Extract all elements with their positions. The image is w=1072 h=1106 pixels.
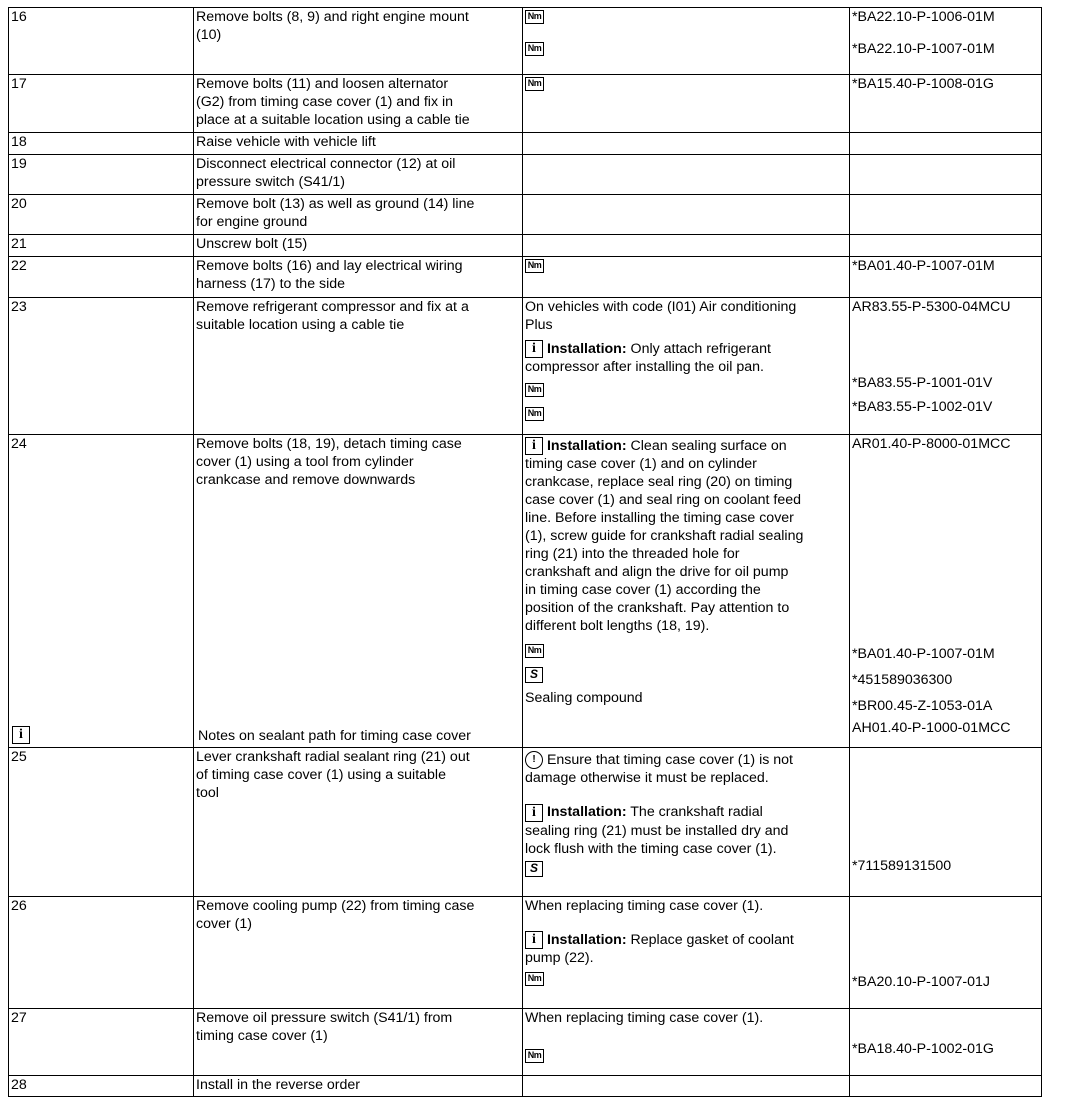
table-row bbox=[9, 897, 1042, 1009]
step-number: 27 bbox=[9, 1009, 194, 1076]
reference-link[interactable]: *BA01.40-P-1007-01M bbox=[852, 646, 995, 662]
step-description: Remove refrigerant compressor and fix at a suitable location using a cable tie bbox=[194, 298, 523, 435]
step-notes: When replacing timing case cover (1). Nm bbox=[523, 1009, 850, 1076]
reference-link[interactable]: AR83.55-P-5300-04MCU bbox=[852, 299, 1011, 315]
step-number: 17 bbox=[9, 75, 194, 133]
step-number: 28 bbox=[9, 1076, 194, 1097]
table-row bbox=[9, 1076, 1042, 1097]
reference-link[interactable]: *BR00.45-Z-1053-01A bbox=[852, 698, 993, 714]
step-references bbox=[850, 298, 1042, 435]
info-icon: i bbox=[525, 931, 543, 949]
torque-icon: Nm bbox=[525, 42, 544, 56]
torque-icon: Nm bbox=[525, 972, 544, 986]
reference-link[interactable]: *BA20.10-P-1007-01J bbox=[852, 974, 991, 990]
reference-link[interactable]: *BA01.40-P-1007-01M bbox=[852, 258, 995, 274]
step-description: Remove cooling pump (22) from timing case cover (1) bbox=[194, 897, 523, 1009]
step-notes bbox=[523, 195, 850, 235]
reference-link[interactable]: *711589131500 bbox=[852, 858, 952, 874]
step-number: 18 bbox=[9, 133, 194, 155]
procedure-table bbox=[8, 7, 1042, 1097]
special-tool-icon: S bbox=[525, 861, 543, 877]
step-references bbox=[850, 435, 1042, 748]
reference-link[interactable]: *BA18.40-P-1002-01G bbox=[852, 1041, 994, 1057]
table-row bbox=[9, 8, 1042, 75]
step-notes bbox=[523, 257, 850, 298]
torque-icon: Nm bbox=[525, 407, 544, 421]
info-icon: i bbox=[525, 340, 543, 358]
table-row bbox=[9, 298, 1042, 435]
step-references bbox=[850, 195, 1042, 235]
table-row bbox=[9, 155, 1042, 195]
table-row bbox=[9, 195, 1042, 235]
step-description: Remove bolt (13) as well as ground (14) line for engine ground bbox=[194, 195, 523, 235]
step-notes: When replacing timing case cover (1). i Installation: Replace gasket of coolant pump (22). Nm bbox=[523, 897, 850, 1009]
table-row bbox=[9, 75, 1042, 133]
step-references bbox=[850, 257, 1042, 298]
torque-icon: Nm bbox=[525, 259, 544, 273]
step-number: 23 bbox=[9, 298, 194, 435]
special-tool-icon: S bbox=[525, 667, 543, 683]
reference-link[interactable]: AH01.40-P-1000-01MCC bbox=[852, 720, 1011, 736]
step-references bbox=[850, 897, 1042, 1009]
table-row bbox=[9, 235, 1042, 257]
step-number: 21 bbox=[9, 235, 194, 257]
reference-link[interactable]: *BA22.10-P-1007-01M bbox=[852, 41, 995, 57]
torque-icon: Nm bbox=[525, 10, 544, 24]
step-description: Remove bolts (18, 19), detach timing case cover (1) using a tool from cylinder crankcase and remove downwards Notes on sealant path for timing case cover bbox=[194, 435, 523, 748]
step-notes bbox=[523, 133, 850, 155]
reference-link[interactable]: *BA15.40-P-1008-01G bbox=[852, 76, 994, 92]
step-description: Remove bolts (16) and lay electrical wiring harness (17) to the side bbox=[194, 257, 523, 298]
table-row bbox=[9, 133, 1042, 155]
reference-link[interactable]: *BA83.55-P-1001-01V bbox=[852, 375, 993, 391]
torque-icon: Nm bbox=[525, 77, 544, 91]
step-description: Lever crankshaft radial sealant ring (21) out of timing case cover (1) using a suitable tool bbox=[194, 748, 523, 897]
step-notes bbox=[523, 75, 850, 133]
warning-icon: ! bbox=[525, 751, 543, 769]
table-row bbox=[9, 257, 1042, 298]
step-description: Install in the reverse order bbox=[194, 1076, 523, 1097]
step-description: Remove oil pressure switch (S41/1) from timing case cover (1) bbox=[194, 1009, 523, 1076]
reference-link[interactable]: *BA83.55-P-1002-01V bbox=[852, 399, 993, 415]
step-description: Remove bolts (11) and loosen alternator (G2) from timing case cover (1) and fix in place at a suitable location using a cable tie bbox=[194, 75, 523, 133]
step-number: 22 bbox=[9, 257, 194, 298]
info-icon: i bbox=[525, 437, 543, 455]
reference-link[interactable]: AR01.40-P-8000-01MCC bbox=[852, 436, 1011, 452]
step-references bbox=[850, 235, 1042, 257]
step-description: Disconnect electrical connector (12) at oil pressure switch (S41/1) bbox=[194, 155, 523, 195]
table-row bbox=[9, 435, 1042, 748]
step-references bbox=[850, 1076, 1042, 1097]
step-description: Unscrew bolt (15) bbox=[194, 235, 523, 257]
step-references bbox=[850, 155, 1042, 195]
step-notes bbox=[523, 155, 850, 195]
step-notes bbox=[523, 8, 850, 75]
reference-link[interactable]: *451589036300 bbox=[852, 672, 953, 688]
step-number: 25 bbox=[9, 748, 194, 897]
step-references bbox=[850, 748, 1042, 897]
step-number: 19 bbox=[9, 155, 194, 195]
info-icon[interactable]: i bbox=[12, 726, 30, 744]
table-row bbox=[9, 1009, 1042, 1076]
torque-icon: Nm bbox=[525, 644, 544, 658]
table-row bbox=[9, 748, 1042, 897]
step-description: Remove bolts (8, 9) and right engine mount (10) bbox=[194, 8, 523, 75]
step-number: 24 i bbox=[9, 435, 194, 748]
step-references bbox=[850, 75, 1042, 133]
info-icon: i bbox=[525, 804, 543, 822]
step-notes: On vehicles with code (I01) Air conditioning Plus i Installation: Only attach refrigerant compressor after installing the oil pan. Nm Nm bbox=[523, 298, 850, 435]
torque-icon: Nm bbox=[525, 1049, 544, 1063]
step-number: 16 bbox=[9, 8, 194, 75]
reference-link[interactable]: *BA22.10-P-1006-01M bbox=[852, 9, 995, 25]
torque-icon: Nm bbox=[525, 383, 544, 397]
step-references bbox=[850, 133, 1042, 155]
step-references bbox=[850, 8, 1042, 75]
step-notes: i Installation: Clean sealing surface on timing case cover (1) and on cylinder crankcase, replace seal ring (20) on timing case cover (1) and seal ring on coolant feed line. Before installing the timing case cover (1), screw guide for crankshaft radial sealing ring (21) into the threaded hole for crankshaft and align the drive for oil pump in timing case cover (1) according the position of the crankshaft. Pay attention to different bolt lengths (18, 19). Nm S Sealing compound bbox=[523, 435, 850, 748]
step-number: 26 bbox=[9, 897, 194, 1009]
step-description: Raise vehicle with vehicle lift bbox=[194, 133, 523, 155]
step-notes: ! Ensure that timing case cover (1) is not damage otherwise it must be replaced. i Installation: The crankshaft radial sealing ring (21) must be installed dry and lock flush with the timing case cover (1). S bbox=[523, 748, 850, 897]
step-notes bbox=[523, 235, 850, 257]
step-number: 20 bbox=[9, 195, 194, 235]
step-notes bbox=[523, 1076, 850, 1097]
step-references bbox=[850, 1009, 1042, 1076]
notes-link[interactable]: Notes on sealant path for timing case cover bbox=[198, 728, 471, 744]
